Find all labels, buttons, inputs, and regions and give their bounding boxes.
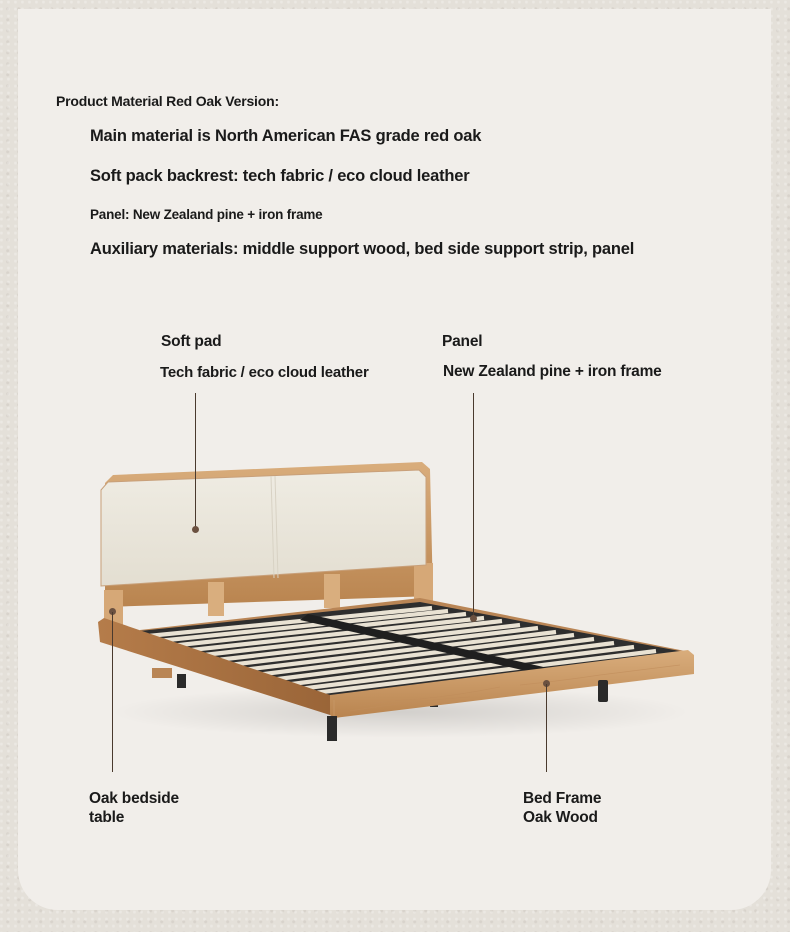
callout-soft-pad-title: Soft pad	[161, 333, 222, 350]
marker-dot-panel	[470, 615, 477, 622]
callout-soft-pad-detail: Tech fabric / eco cloud leather	[160, 364, 369, 381]
spec-line-backrest: Soft pack backrest: tech fabric / eco cloud leather	[90, 167, 470, 185]
marker-dot-soft-pad	[192, 526, 199, 533]
spec-heading: Product Material Red Oak Version:	[56, 93, 279, 109]
callout-bedside-line1: Oak bedside	[89, 790, 179, 807]
callout-bedside-line2: table	[89, 809, 125, 826]
leader-line-frame	[546, 684, 547, 772]
leader-line-panel	[473, 393, 474, 618]
leader-line-soft-pad	[195, 393, 196, 529]
callout-panel-detail: New Zealand pine + iron frame	[443, 363, 662, 380]
callout-panel-title: Panel	[442, 333, 483, 350]
spec-line-main-material: Main material is North American FAS grade red oak	[90, 127, 482, 145]
spec-line-panel: Panel: New Zealand pine + iron frame	[90, 207, 323, 222]
spec-line-auxiliary: Auxiliary materials: middle support wood, bed side support strip, panel	[90, 240, 635, 258]
leader-line-bedside	[112, 612, 113, 772]
callout-frame-line2: Oak Wood	[523, 809, 598, 826]
callout-frame-line1: Bed Frame	[523, 790, 602, 807]
